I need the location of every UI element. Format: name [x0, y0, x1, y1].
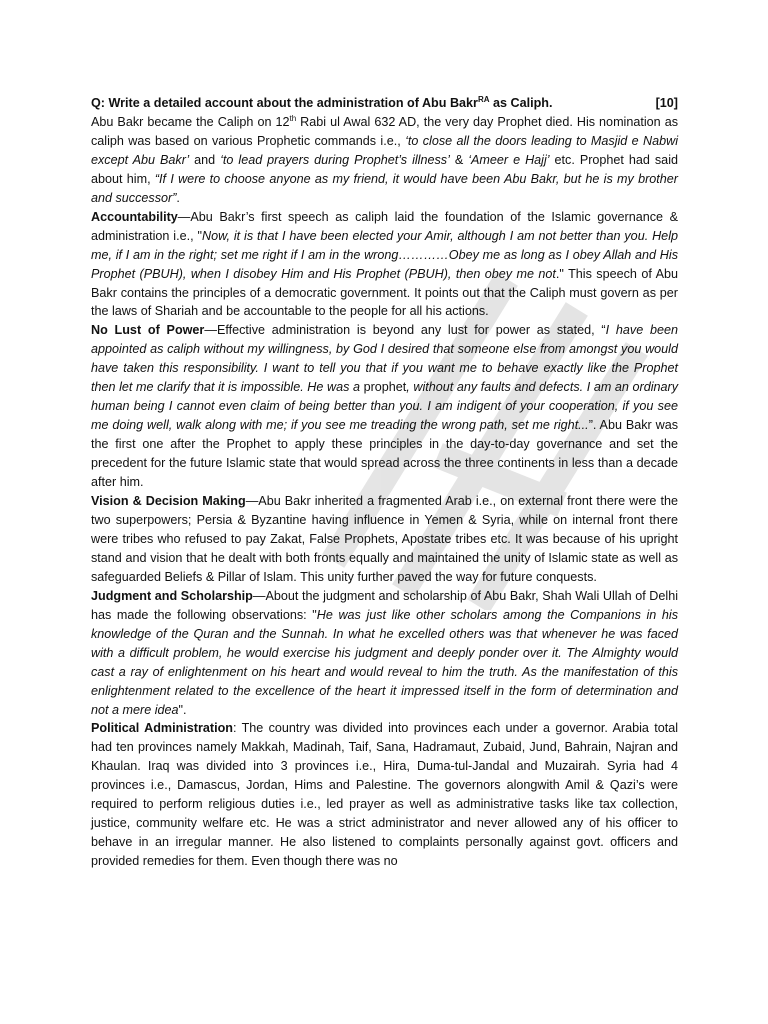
judgment-heading: Judgment and Scholarship: [91, 588, 253, 603]
question-heading: [91, 94, 678, 113]
vision-heading: Vision & Decision Making: [91, 494, 246, 509]
power-heading: No Lust of Power: [91, 323, 205, 338]
political-paragraph: Political Administration: The country was divided into provinces each under a governor. Arabia total had ten provinces namely Makkah, Madinah, Taif, Sana, Hadramaut, Zubaid, Jund, Bahrain, Najran and Khaulan. Iraq was divided into 3 provinces i.e., Hira, Duma-tul-Jandal and Muzairah. Syria had 4 provinces i.e., Damascus, Jordan, Hims and Palestine. The governors alongwith Amil & Qazi’s were required to perform religious duties i.e., led prayer as well as administrative tasks like tax collection, justice, community welfare etc. He was a strict administrator and never allowed any of his officer to behave in an irregular manner. He also listened to complaints personally against govt. officers and provided remedies for them. Even though there was no: [91, 721, 679, 869]
accountability-heading: Accountability: [91, 209, 178, 224]
accountability-paragraph: Accountability—Abu Bakr’s first speech as caliph laid the foundation of the Islamic governance & administration i.e., "Now, it is that I have been elected your Amir, although I am not better than you. Help me, if I am in the right; set me right if I am in the wrong…………Obey me as long as I obey Allah and His Prophet (PBUH), when I disobey Him and His Prophet (PBUH), then obey me not." This speech of Abu Bakr contains the principles of a democratic government. It points out that the Caliph must govern as per the laws of Shariah and be accountable to the people for all his actions.: [91, 209, 678, 319]
power-paragraph: No Lust of Power—Effective administration is beyond any lust for power as stated, “I have been appointed as caliph without my willingness, by God I desired that someone else from amongst you would have taken this responsibility. I want to tell you that if you want me to behave exactly like the Prophet then let me clarify that it is impossible. He was a prophet, without any faults and defects. I am an ordinary human being I cannot even claim of being better than you. I am indigent of your cooperation, if you see me doing well, walk along with me; if you see me treading the wrong path, set me right...”. Abu Bakr was the first one after the Prophet to apply these principles in the day-to-day governance and set the precedent for the future Islamic state that would spread across the three continents in less than a decade after him.: [91, 323, 678, 490]
question-superscript: RA: [477, 94, 490, 104]
intro-paragraph: Abu Bakr became the Caliph on 12th Rabi ul Awal 632 AD, the very day Prophet died. His nomination as caliph was based on various Prophetic commands i.e., ‘to close all the doors leading to Masjid e Nabwi except Abu Bakr’ and ‘to lead prayers during Prophet’s illness’ & ‘Ameer e Hajj’ etc. Prophet had said about him, “If I were to choose anyone as my friend, it would have been Abu Bakr, but he is my brother and successor”.: [91, 113, 678, 205]
judgment-paragraph: Judgment and Scholarship—About the judgment and scholarship of Abu Bakr, Shah Wali Ullah of Delhi has made the following observations: "He was just like other scholars among the Companions in his knowledge of the Quran and the Sunnah. In what he excelled others was that whenever he was faced with a difficult problem, he would exercise his judgment and deeply ponder over it. The Almighty would cast a ray of enlightenment on his heart and would reveal to him the truth. As the manifestation of this enlightenment related to the excellence of the heart it impressed itself in the form of determination and not a mere idea".: [91, 588, 679, 717]
question-marks: [10]: [655, 96, 678, 110]
vision-paragraph: Vision & Decision Making—Abu Bakr inherited a fragmented Arab i.e., on external front there were the two superpowers; Persia & Byzantine having influence in Yemen & Syria, while on internal front there were tribes who refused to pay Zakat, False Prophets, Apostate tribes etc. It was because of his upright stand and vision that he dealt with both fronts equally and maintained the unity of Islamic state as well as safeguarded Beliefs & Pillar of Islam. This unity further paved the way for future conquests.: [91, 494, 678, 584]
political-heading: Political Administration: [91, 721, 233, 736]
question-text: Q: Write a detailed account about the administration of Abu Bakr$^{RA}$ as Caliph.: [91, 94, 553, 110]
document-page: [91, 94, 678, 871]
